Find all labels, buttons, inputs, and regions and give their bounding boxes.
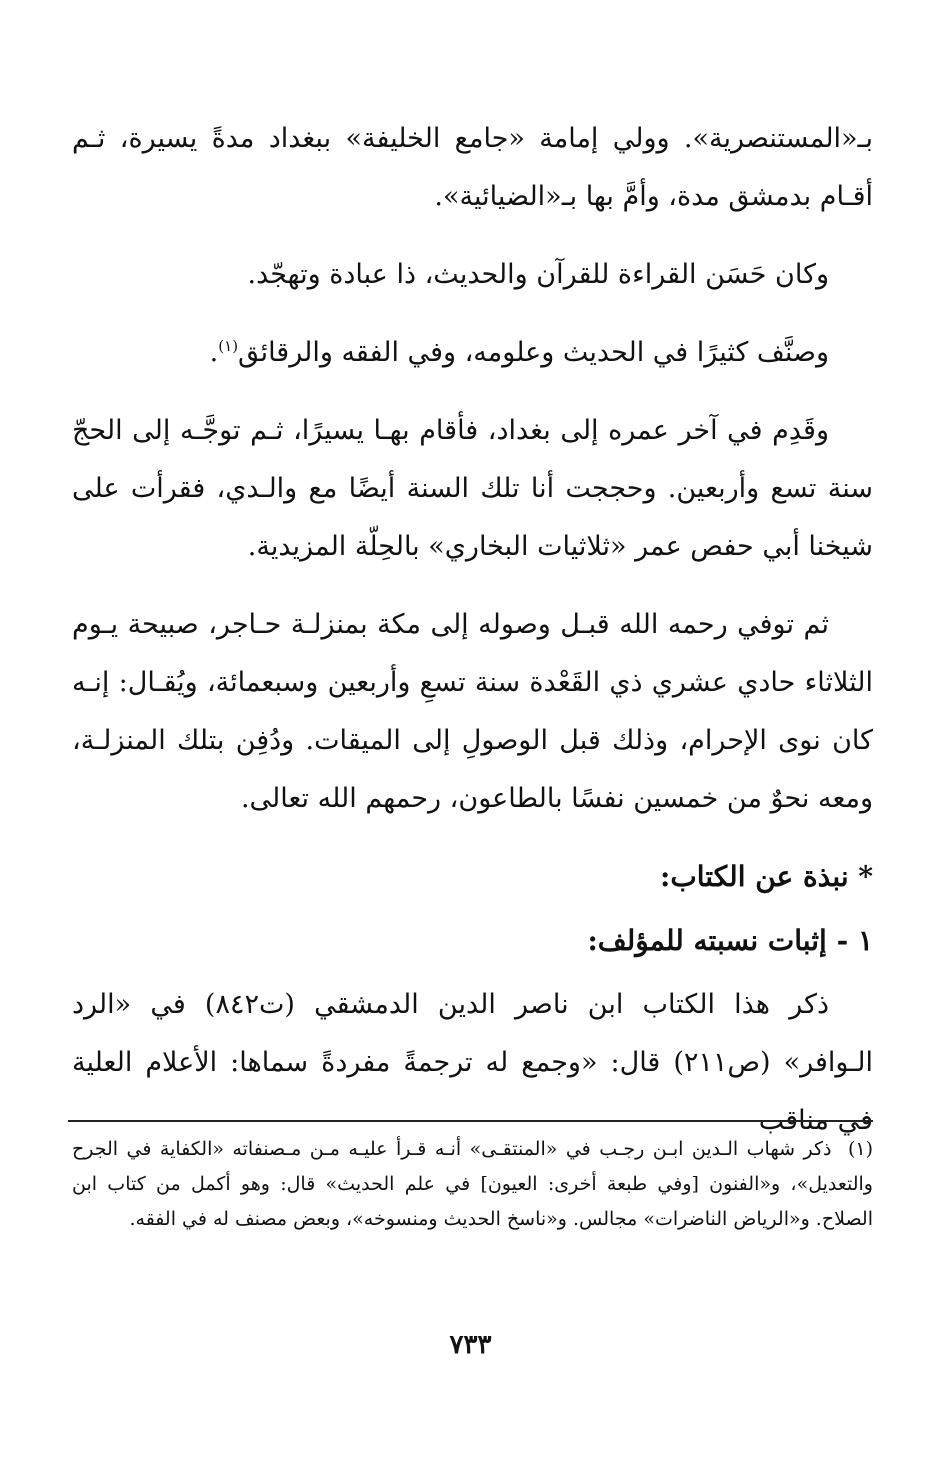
paragraph-4: وقَدِم في آخر عمره إلى بغداد، فأقام بهـا يسيرًا، ثـم توجَّـه إلى الحجّ سنة تسع وأربعين. وحججت أنا تلك السنة أيضًا مع والـدي، فقرأت على شيخنا أبي حفص عمر «ثلاثيات البخاري» بالحِلّة المزيدية. [72,415,873,562]
paragraph-1: بـ«المستنصرية». وولي إمامة «جامع الخليفة» ببغداد مدةً يسيرة، ثـم أقـام بدمشق مدة، وأمَّ بها بـ«الضيائية». [72,123,873,212]
closing-paragraph: ذكر هذا الكتاب ابن ناصر الدين الدمشقي (ت٨٤٢) في «الرد الـوافر» (ص٢١١) قال: «وجمع له ترجمةً مفردةً سماها: الأعلام العلية في مناقب [72,989,873,1136]
paragraph-3-tail: . [209,337,219,368]
footnote-divider [68,1120,873,1122]
paragraph-3-text: وصنَّف كثيرًا في الحديث وعلومه، وفي الفقه والرقائق [238,337,829,368]
subsection-heading: ١ - إثبات نسبته للمؤلف: [587,924,873,957]
main-text [72,110,873,1170]
page-number: ٧٣٣ [449,1330,492,1360]
section-heading: * نبذة عن الكتاب: [660,860,873,893]
footnote-section [72,1132,873,1237]
footnote-text: ذكر شهاب الـدين ابـن رجـب في «المنتقـى» أنـه قـرأ عليـه مـن مـصنفاته «الكفاية في الجرح والتعديل»، و«الفنون [وفي طبعة أخرى: العيون] في علم الحديث» قال: وهو أكمل من كتاب ابن الصلاح. و«الرياض الناضرات» مجالس. و«ناسخ الحديث ومنسوخه»، وبعض مصنف له في الفقه. [72,1138,873,1230]
paragraph-2: وكان حَسَن القراءة للقرآن والحديث، ذا عبادة وتهجّد. [247,259,829,290]
paragraph-3 [72,324,873,382]
paragraph-5: ثم توفي رحمه الله قبـل وصوله إلى مكة بمنزلـة حـاجر، صبيحة يـوم الثلاثاء حادي عشري ذي القَعْدة سنة تسعِ وأربعين وسبعمائة، ويُقـال: إنـه كان نوى الإحرام، وذلك قبل الوصولِ إلى الميقات. ودُفِن بتلك المنزلـة، ومعه نحوٌ من خمسين نفسًا بالطاعون، رحمهم الله تعالى. [72,609,873,814]
footnote-reference[interactable]: (١) [218,337,239,355]
footnote-marker: (١) [847,1138,874,1160]
